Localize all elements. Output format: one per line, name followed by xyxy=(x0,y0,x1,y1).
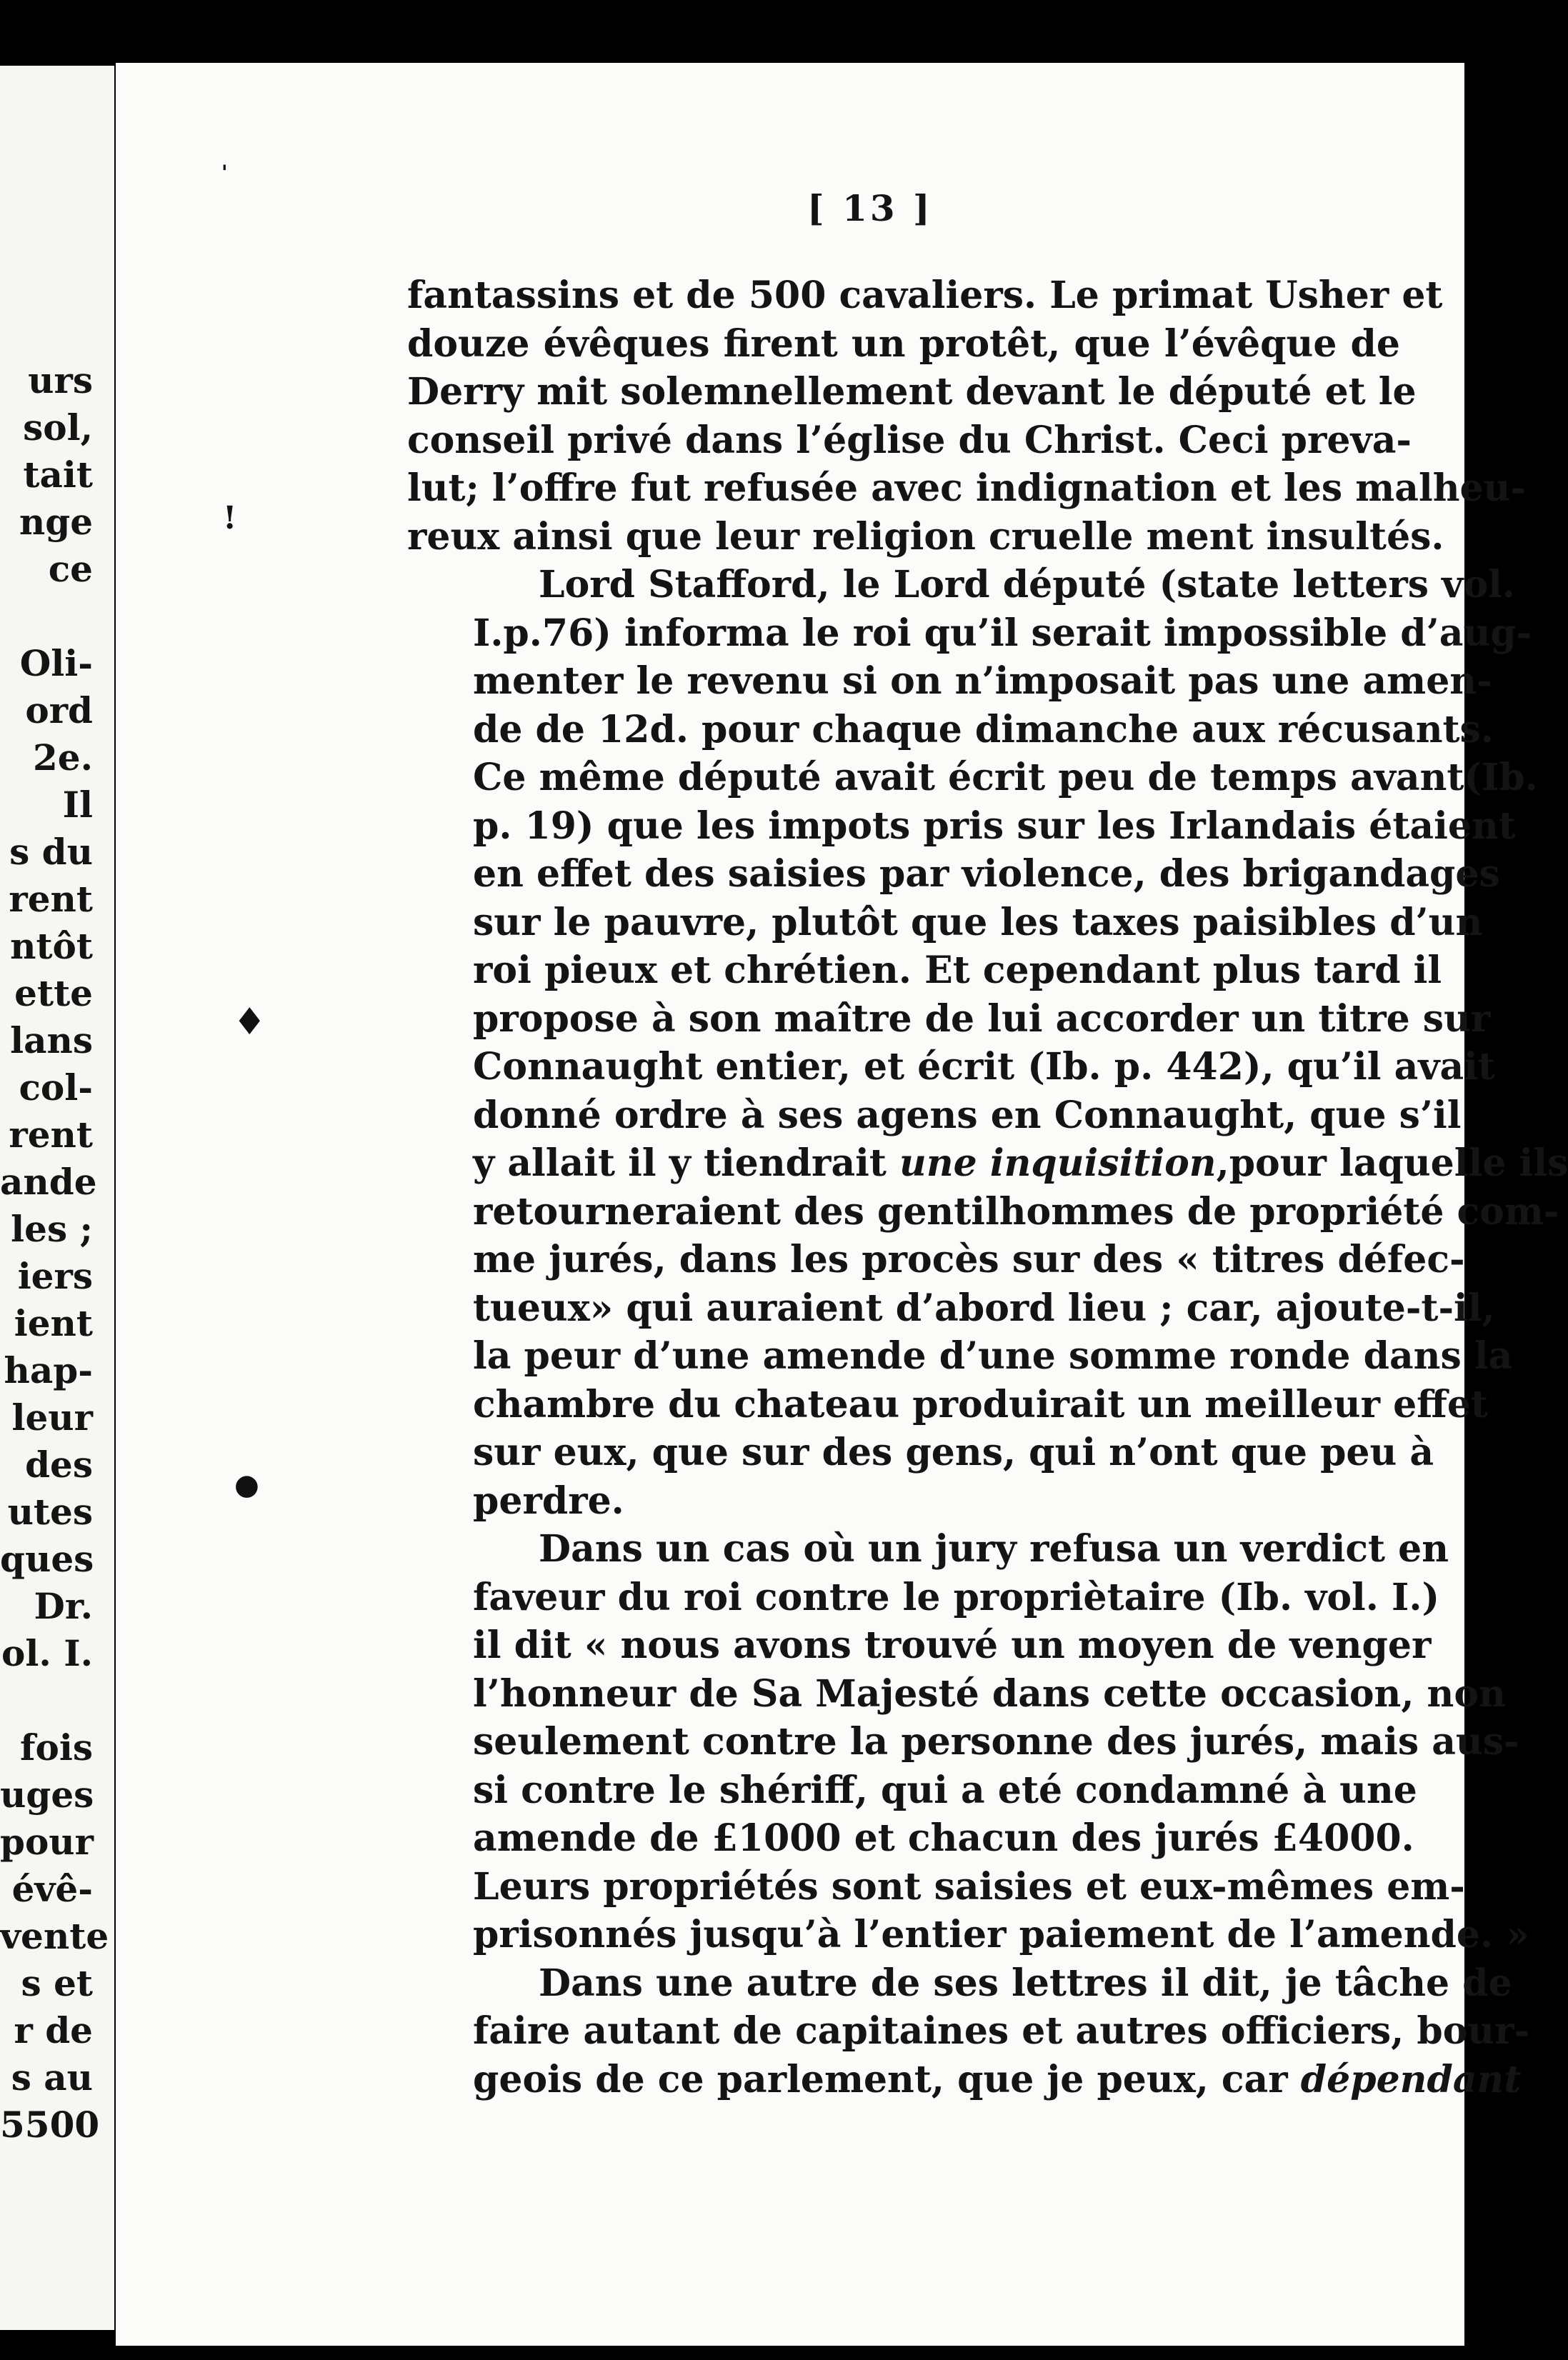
text-line: la peur d’une amende d’une somme ronde dans la xyxy=(473,1334,1513,1378)
margin-speck: ♦ xyxy=(233,1000,266,1044)
text-line: seulement contre la personne des jurés, mais aus- xyxy=(473,1720,1519,1764)
text-line: propose à son maître de lui accorder un titre sur xyxy=(473,996,1491,1041)
text-line: y allait il y tiendrait une inquisition,pour laquelle ils xyxy=(473,1141,1568,1185)
text-line: faire autant de capitaines et autres officiers, bour- xyxy=(473,2009,1530,2053)
text-line: lut; l’offre fut refusée avec indignation et les malheu- xyxy=(407,466,1527,510)
text-line: roi pieux et chrétien. Et cependant plus tard il xyxy=(473,949,1442,992)
text-line: faveur du roi contre le propriètaire (Ib. vol. I.) xyxy=(473,1575,1440,1619)
text-line: douze évêques firent un protêt, que l’évêque de xyxy=(407,321,1400,366)
paragraph xyxy=(407,271,1527,561)
text-line: l’honneur de Sa Majesté dans cette occasion, non xyxy=(473,1671,1506,1716)
text-line: Ce même député avait écrit peu de temps avant(Ib. xyxy=(473,756,1538,799)
text-line: me jurés, dans les procès sur des « titres défec- xyxy=(473,1238,1465,1281)
page-number: [ 13 ] xyxy=(807,187,933,229)
text-line: Lord Stafford, le Lord député (state letters vol. xyxy=(539,563,1515,606)
body-text xyxy=(407,271,1568,2104)
text-line: geois de ce parlement, que je peux, car dépendant xyxy=(473,2057,1522,2101)
text-line: p. 19) que les impots pris sur les Irlandais étaient xyxy=(473,804,1516,848)
text-line: prisonnés jusqu’à l’entier paiement de l’amende. » xyxy=(473,1913,1529,1956)
text-line: menter le revenu si on n’imposait pas une amen- xyxy=(473,659,1492,703)
facing-page xyxy=(0,66,114,2330)
margin-speck: ' xyxy=(221,161,228,184)
text-line: I.p.76) informa le roi qu’il serait impossible d’aug- xyxy=(473,611,1532,655)
text-line: donné ordre à ses agens en Connaught, que s’il xyxy=(473,1093,1462,1137)
text-line: sur le pauvre, plutôt que les taxes paisibles d’un xyxy=(473,900,1483,944)
text-line: tueux» qui auraient d’abord lieu ; car, ajoute-t-il, xyxy=(473,1286,1495,1330)
text-line: Derry mit solemnellement devant le député et le xyxy=(407,370,1417,414)
text-line: reux ainsi que leur religion cruelle ment insultés. xyxy=(407,514,1444,559)
text-line: si contre le shériff, qui a eté condamné à une xyxy=(473,1768,1417,1812)
text-line: sur eux, que sur des gens, qui n’ont que peu à xyxy=(473,1431,1434,1474)
text-line: Leurs propriétés sont saisies et eux-mêmes em- xyxy=(473,1864,1465,1909)
text-line: de de 12d. pour chaque dimanche aux récusants. xyxy=(473,707,1494,751)
text-line: fantassins et de 500 cavaliers. Le primat Usher et xyxy=(407,274,1443,317)
margin-speck: ● xyxy=(234,1468,259,1501)
facing-page-text: urs sol, tait nge ce Oli- ord 2e. Il s du rent ntôt ette lans col- rent ande les ; iers ient hap- leur des utes ques Dr. ol. I. fois uges pour évê- vente s et r de s au 5500 xyxy=(0,359,109,2146)
text-line: il dit « nous avons trouvé un moyen de venger xyxy=(473,1624,1432,1667)
text-line: Dans une autre de ses lettres il dit, je tâche de xyxy=(539,1961,1512,2005)
paragraph xyxy=(407,1959,1530,2104)
text-line: conseil privé dans l’église du Christ. Ceci preva- xyxy=(407,418,1412,462)
text-line: perdre. xyxy=(473,1479,624,1523)
paragraph xyxy=(407,561,1568,1525)
text-line: retourneraient des gentilhommes de propriété com- xyxy=(473,1189,1559,1234)
text-line: amende de £1000 et chacun des jurés £4000. xyxy=(473,1816,1414,1860)
paragraph xyxy=(407,1525,1529,1959)
text-line: en effet des saisies par violence, des brigandages xyxy=(473,852,1500,896)
text-line: Connaught entier, et écrit (Ib. p. 442), qu’il avait xyxy=(473,1045,1495,1089)
text-line: Dans un cas où un jury refusa un verdict en xyxy=(539,1527,1449,1571)
text-line: chambre du chateau produirait un meilleur effet xyxy=(473,1382,1488,1426)
margin-speck: ! xyxy=(223,500,237,536)
